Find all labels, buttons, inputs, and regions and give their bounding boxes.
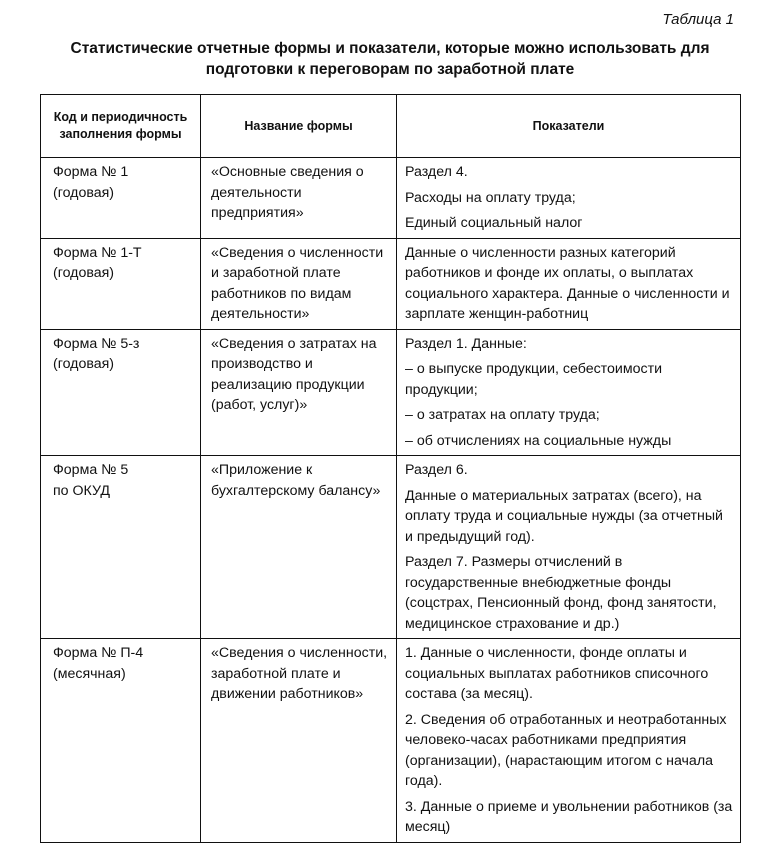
form-code-line: (годовая)	[53, 356, 115, 372]
form-code-cell	[41, 158, 201, 239]
form-code-line: (месячная)	[53, 665, 126, 682]
indicators-cell	[397, 238, 741, 329]
form-name-cell: «Сведения о численности и заработной плате работников по видам деятельности»	[201, 238, 397, 329]
form-code-line: Форма № П-4	[53, 645, 144, 661]
statistical-forms-table	[40, 94, 741, 843]
indicator-paragraph: Раздел 6.	[405, 462, 468, 478]
indicator-paragraph: – об отчислениях на социальные нужды	[405, 432, 672, 449]
indicator-paragraph: – о выпуске продукции, себестоимости продукции;	[405, 361, 662, 398]
form-code-cell	[41, 639, 201, 843]
form-code-line: (годовая)	[53, 265, 115, 281]
table-title: Статистические отчетные формы и показатели, которые можно использовать для подготовки к переговорам по заработной плате	[70, 40, 710, 78]
header-form-name: Название формы	[201, 95, 397, 158]
indicators-cell	[397, 329, 741, 456]
indicators-cell	[397, 639, 741, 843]
form-name-cell: «Сведения о численности, заработной плате и движении работников»	[201, 639, 397, 843]
form-code-cell	[41, 238, 201, 329]
header-code: Код и периодичность заполнения формы	[41, 95, 201, 158]
form-code-line: Форма № 1	[53, 164, 129, 180]
indicator-paragraph: 2. Сведения об отработанных и неотработанных человеко-часах работниками предприятия (организации), (нарастающим итогом с начала года).	[405, 711, 727, 789]
indicators-cell	[397, 158, 741, 239]
form-code-line: (годовая)	[53, 184, 115, 201]
indicator-paragraph: – о затратах на оплату труда;	[405, 407, 600, 423]
indicator-paragraph: 1. Данные о численности, фонде оплаты и социальных выплатах работников списочного состава (за месяц).	[405, 645, 709, 702]
table-row	[41, 238, 741, 329]
form-name-cell: «Приложение к бухгалтерскому балансу»	[201, 456, 397, 639]
form-code-line: по ОКУД	[53, 482, 110, 499]
header-row	[41, 95, 741, 158]
table-row	[41, 456, 741, 639]
header-indicators: Показатели	[397, 95, 741, 158]
form-code-cell	[41, 329, 201, 456]
table-row	[41, 158, 741, 239]
form-name-cell: «Сведения о затратах на производство и реализацию продукции (работ, услуг)»	[201, 329, 397, 456]
table-number-label: Таблица 1	[662, 11, 734, 28]
indicator-paragraph: Расходы на оплату труда;	[405, 189, 576, 206]
indicator-paragraph: Данные о численности разных категорий работников и фонде их оплаты, о выплатах социального характера. Данные о численности и зарплате женщин-работниц	[405, 244, 730, 322]
indicator-paragraph: Раздел 1. Данные:	[405, 335, 527, 352]
indicator-paragraph: Единый социальный налог	[405, 215, 583, 231]
indicator-paragraph: Раздел 4.	[405, 164, 468, 180]
indicators-cell	[397, 456, 741, 639]
form-code-cell	[41, 456, 201, 639]
indicator-paragraph: Данные о материальных затратах (всего), на оплату труда и социальные нужды (за отчетный и предыдущий год).	[405, 487, 723, 545]
form-code-line: Форма № 1-Т	[53, 244, 142, 261]
form-code-line: Форма № 5	[53, 462, 129, 478]
form-name-cell: «Основные сведения о деятельности предприятия»	[201, 158, 397, 239]
indicator-paragraph: 3. Данные о приеме и увольнении работников (за месяц)	[405, 798, 733, 835]
table-row	[41, 639, 741, 843]
indicator-paragraph: Раздел 7. Размеры отчислений в государственные внебюджетные фонды (соцстрах, Пенсионный фонд, фонд занятости, медицинское страхование и др.)	[405, 554, 717, 632]
table-row	[41, 329, 741, 456]
form-code-line: Форма № 5-з	[53, 335, 140, 352]
